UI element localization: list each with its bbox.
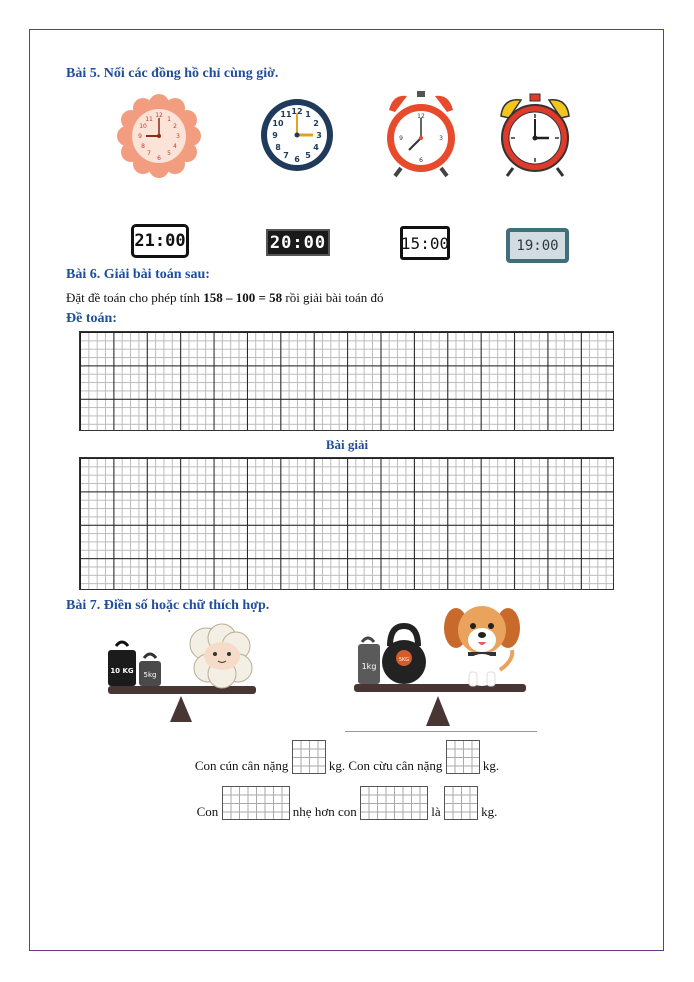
- svg-text:5: 5: [305, 151, 311, 160]
- problem-writing-grid[interactable]: [79, 331, 614, 431]
- line1-text-a: Con cún cân nặng: [194, 758, 289, 773]
- svg-text:6: 6: [294, 155, 300, 164]
- solution-label: Bài giải: [325, 437, 369, 452]
- instruction-prefix: Đặt đề toán cho phép tính: [66, 290, 204, 305]
- instruction-suffix: rồi giải bài toán đó: [282, 290, 384, 305]
- problem-label: Đề toán:: [66, 311, 117, 326]
- digital-clock-4-display: 19:00: [510, 232, 565, 259]
- heavier-animal-box[interactable]: [360, 786, 428, 820]
- weight-1kg-label: 1kg: [361, 662, 377, 671]
- line1-text-b: kg. Con cừu cân nặng: [328, 758, 443, 773]
- svg-text:12: 12: [417, 113, 425, 120]
- expression: 158 – 100 = 58: [203, 290, 283, 305]
- exercise-7-title: Bài 7. Điền số hoặc chữ thích hợp.: [66, 598, 270, 613]
- sheep-icon: [190, 624, 252, 688]
- svg-text:2: 2: [313, 119, 319, 128]
- svg-text:1: 1: [305, 110, 311, 119]
- line2-text-a: Con: [196, 804, 219, 819]
- solution-writing-grid[interactable]: [79, 457, 614, 590]
- svg-text:11: 11: [280, 110, 292, 119]
- digital-clock-1: 21:00: [131, 224, 189, 258]
- svg-text:3: 3: [439, 135, 443, 142]
- left-scale-illustration: [104, 616, 258, 724]
- line2-text-c: là: [431, 804, 441, 819]
- line1-text-c: kg.: [482, 758, 500, 773]
- digital-clock-2: 20:00: [266, 229, 330, 256]
- divider-line: [345, 731, 537, 732]
- svg-text:4: 4: [313, 143, 319, 152]
- svg-text:12: 12: [155, 112, 163, 119]
- puppy-icon: [444, 606, 520, 686]
- svg-text:7: 7: [283, 151, 289, 160]
- digital-clock-4: [506, 228, 569, 263]
- puppy-weight-box[interactable]: [292, 740, 326, 774]
- svg-text:10: 10: [139, 123, 147, 130]
- digital-clock-3: 15:00: [400, 226, 450, 260]
- svg-text:7: 7: [147, 150, 151, 157]
- wall-clock-icon: [258, 96, 336, 174]
- svg-text:9: 9: [272, 131, 278, 140]
- right-scale-illustration: [352, 600, 532, 728]
- svg-text:4: 4: [173, 143, 177, 150]
- line2-text-b: nhẹ hơn con: [292, 804, 357, 819]
- svg-text:12: 12: [291, 107, 303, 116]
- flower-clock-icon: [112, 94, 206, 178]
- kettlebell-label: 5KG: [398, 657, 410, 663]
- svg-text:8: 8: [275, 143, 281, 152]
- difference-box[interactable]: [444, 786, 478, 820]
- alarm-clock-red-icon: [495, 92, 575, 178]
- svg-text:11: 11: [145, 116, 153, 123]
- svg-text:2: 2: [173, 123, 177, 130]
- svg-text:3: 3: [316, 131, 322, 140]
- exercise-6-instruction: [66, 290, 384, 306]
- svg-text:9: 9: [138, 133, 142, 140]
- svg-text:6: 6: [419, 157, 423, 164]
- svg-text:1: 1: [167, 116, 171, 123]
- svg-text:5: 5: [167, 150, 171, 157]
- weight-10kg-label: 10 KG: [110, 667, 134, 675]
- weight-5kg-label: 5kg: [143, 671, 157, 679]
- answer-line-1: [0, 740, 694, 774]
- exercise-5-title: Bài 5. Nối các đồng hồ chỉ cùng giờ.: [66, 66, 279, 81]
- svg-text:8: 8: [141, 143, 145, 150]
- svg-text:9: 9: [399, 135, 403, 142]
- svg-text:3: 3: [176, 133, 180, 140]
- answer-line-2: [0, 786, 694, 820]
- sheep-weight-box[interactable]: [446, 740, 480, 774]
- exercise-6-title: Bài 6. Giải bài toán sau:: [66, 267, 210, 282]
- svg-text:10: 10: [272, 119, 284, 128]
- lighter-animal-box[interactable]: [222, 786, 290, 820]
- svg-text:6: 6: [157, 155, 161, 162]
- line2-text-d: kg.: [481, 804, 498, 819]
- alarm-clock-icon: [383, 88, 459, 178]
